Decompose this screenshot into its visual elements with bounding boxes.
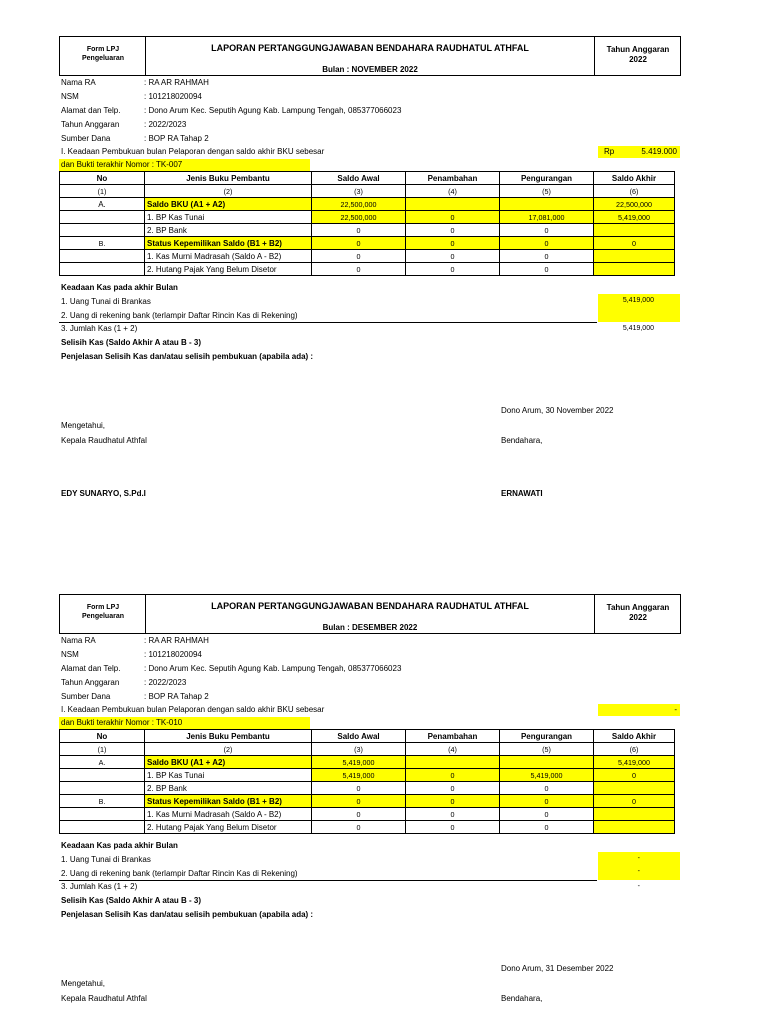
saldo-table	[59, 171, 675, 276]
cell-tambah: 0	[406, 808, 500, 821]
info-label-nsm: NSM	[61, 92, 79, 101]
cell-jenis: 2. BP Bank	[145, 224, 312, 237]
colnum: (3)	[312, 743, 406, 756]
cell-tambah: 0	[406, 782, 500, 795]
cell-kurang: 0	[500, 263, 594, 276]
cell-no	[60, 224, 145, 237]
info-label-nama: Nama RA	[61, 636, 96, 645]
colnum: (5)	[500, 185, 594, 198]
cell-akhir: 5,419,000	[594, 756, 675, 769]
info-label-sumber: Sumber Dana	[61, 692, 111, 701]
th-akhir: Saldo Akhir	[594, 172, 675, 185]
cell-kurang: 17,081,000	[500, 211, 594, 224]
cell-jenis: 2. Hutang Pajak Yang Belum Disetor	[145, 263, 312, 276]
info-value-nama: : RA AR RAHMAH	[144, 636, 209, 645]
info-label-alamat: Alamat dan Telp.	[61, 106, 121, 115]
form-label-cell	[60, 37, 146, 75]
keadaan-value: -	[674, 705, 677, 714]
form-label-cell	[60, 595, 146, 633]
tahun-cell	[594, 37, 680, 75]
table-colnum-row	[60, 743, 675, 756]
table-row	[60, 808, 675, 821]
cell-awal: 22,500,000	[312, 198, 406, 211]
report-title: LAPORAN PERTANGGUNGJAWABAN BENDAHARA RAUDHATUL ATHFAL	[211, 601, 529, 611]
mengetahui: Mengetahui,	[61, 979, 106, 988]
cell-jenis: 1. Kas Murni Madrasah (Saldo A - B2)	[145, 808, 312, 821]
cell-awal: 22,500,000	[312, 211, 406, 224]
kepala-label: Kepala Raudhatul Athfal	[61, 994, 147, 1003]
info-value-sumber: : BOP RA Tahap 2	[144, 134, 209, 143]
table-row	[60, 795, 675, 808]
info-label-tahun: Tahun Anggaran	[61, 678, 120, 687]
cell-jenis: Status Kepemilikan Saldo (B1 + B2)	[145, 237, 312, 250]
kas-value: -	[637, 883, 640, 890]
penjelasan: Penjelasan Selisih Kas dan/atau selisih pembukuan (apabila ada) :	[61, 910, 314, 919]
kas-value-box	[598, 294, 680, 322]
form-label: Form LPJ Pengeluaran	[81, 604, 124, 620]
colnum: (4)	[406, 185, 500, 198]
cell-no: A.	[60, 756, 145, 769]
cell-no	[60, 808, 145, 821]
table-row	[60, 198, 675, 211]
cell-akhir: 0	[594, 237, 675, 250]
place-date: Dono Arum, 31 Desember 2022	[501, 964, 614, 973]
table-row	[60, 263, 675, 276]
bendahara-label: Bendahara,	[501, 994, 543, 1003]
cell-no: B.	[60, 237, 145, 250]
kas-divider	[59, 880, 597, 881]
th-tambah: Penambahan	[406, 172, 500, 185]
cell-no: B.	[60, 795, 145, 808]
info-value-nsm: : 101218020094	[144, 92, 202, 101]
th-no: No	[60, 172, 145, 185]
cell-akhir: 22,500,000	[594, 198, 675, 211]
cell-awal: 0	[312, 250, 406, 263]
bendahara-name: ERNAWATI	[501, 489, 543, 498]
kas-divider	[59, 322, 597, 323]
th-jenis: Jenis Buku Pembantu	[145, 172, 312, 185]
cell-tambah: 0	[406, 821, 500, 834]
kas-value: 5,419,000	[622, 325, 654, 332]
table-colnum-row	[60, 185, 675, 198]
info-value-nama: : RA AR RAHMAH	[144, 78, 209, 87]
info-label-alamat: Alamat dan Telp.	[61, 664, 121, 673]
cell-awal: 0	[312, 782, 406, 795]
info-value-alamat: : Dono Arum Kec. Seputih Agung Kab. Lampung Tengah, 085377066023	[144, 106, 402, 115]
cell-no	[60, 211, 145, 224]
mengetahui: Mengetahui,	[61, 421, 106, 430]
cell-kurang: 0	[500, 782, 594, 795]
table-row	[60, 224, 675, 237]
keadaan-value: 5.419.000	[641, 147, 677, 156]
info-label-nama: Nama RA	[61, 78, 96, 87]
cell-jenis: 1. BP Kas Tunai	[145, 769, 312, 782]
cell-jenis: Saldo BKU (A1 + A2)	[145, 756, 312, 769]
keadaan-value-box	[598, 146, 680, 158]
cell-awal: 5,419,000	[312, 756, 406, 769]
cell-kurang	[500, 198, 594, 211]
table-header-row	[60, 730, 675, 743]
th-awal: Saldo Awal	[312, 730, 406, 743]
cell-tambah: 0	[406, 769, 500, 782]
colnum: (5)	[500, 743, 594, 756]
th-kurang: Pengurangan	[500, 730, 594, 743]
kas-value: 5,419,000	[622, 297, 654, 304]
keadaan-text: I. Keadaan Pembukuan bulan Pelaporan dengan saldo akhir BKU sebesar	[61, 147, 325, 156]
cell-akhir: 0	[594, 769, 675, 782]
info-value-alamat: : Dono Arum Kec. Seputih Agung Kab. Lampung Tengah, 085377066023	[144, 664, 402, 673]
cell-no: A.	[60, 198, 145, 211]
table-row	[60, 782, 675, 795]
cell-awal: 5,419,000	[312, 769, 406, 782]
colnum: (2)	[145, 743, 312, 756]
cell-tambah	[406, 198, 500, 211]
table-row	[60, 211, 675, 224]
place-date: Dono Arum, 30 November 2022	[501, 406, 614, 415]
keadaan-text: I. Keadaan Pembukuan bulan Pelaporan dengan saldo akhir BKU sebesar	[61, 705, 325, 714]
info-label-nsm: NSM	[61, 650, 79, 659]
cell-no	[60, 769, 145, 782]
cell-jenis: 2. Hutang Pajak Yang Belum Disetor	[145, 821, 312, 834]
colnum: (4)	[406, 743, 500, 756]
th-akhir: Saldo Akhir	[594, 730, 675, 743]
kas-title: Keadaan Kas pada akhir Bulan	[61, 283, 178, 292]
cell-awal: 0	[312, 795, 406, 808]
kas-value-box	[598, 852, 680, 880]
cell-tambah: 0	[406, 224, 500, 237]
tahun-label: Tahun Anggaran 2022	[606, 45, 670, 64]
kas-item-label: 2. Uang di rekening bank (terlampir Daftar Rincin Kas di Rekening)	[61, 311, 298, 320]
cell-akhir	[594, 821, 675, 834]
cell-kurang: 0	[500, 237, 594, 250]
cell-jenis: Saldo BKU (A1 + A2)	[145, 198, 312, 211]
cell-tambah	[406, 756, 500, 769]
bukti-line: dan Bukti terakhir Nomor : TK-010	[59, 717, 310, 729]
colnum: (6)	[594, 743, 675, 756]
cell-kurang: 0	[500, 224, 594, 237]
th-no: No	[60, 730, 145, 743]
cell-no	[60, 250, 145, 263]
colnum: (2)	[145, 185, 312, 198]
cell-tambah: 0	[406, 250, 500, 263]
info-value-tahun: : 2022/2023	[144, 678, 187, 687]
saldo-table	[59, 729, 675, 834]
cell-jenis: 2. BP Bank	[145, 782, 312, 795]
info-value-tahun: : 2022/2023	[144, 120, 187, 129]
th-kurang: Pengurangan	[500, 172, 594, 185]
cell-akhir: 5,419,000	[594, 211, 675, 224]
selisih: Selisih Kas (Saldo Akhir A atau B - 3)	[61, 338, 202, 347]
report-header	[59, 594, 681, 634]
cell-jenis: 1. Kas Murni Madrasah (Saldo A - B2)	[145, 250, 312, 263]
th-tambah: Penambahan	[406, 730, 500, 743]
cell-akhir	[594, 250, 675, 263]
cell-akhir: 0	[594, 795, 675, 808]
cell-akhir	[594, 263, 675, 276]
colnum: (1)	[60, 743, 145, 756]
cell-awal: 0	[312, 237, 406, 250]
info-label-sumber: Sumber Dana	[61, 134, 111, 143]
kas-value: -	[637, 868, 640, 875]
cell-kurang: 0	[500, 250, 594, 263]
report-title: LAPORAN PERTANGGUNGJAWABAN BENDAHARA RAUDHATUL ATHFAL	[211, 43, 529, 53]
keadaan-value-box	[598, 704, 680, 716]
kas-value: -	[637, 855, 640, 862]
colnum: (6)	[594, 185, 675, 198]
cell-akhir	[594, 224, 675, 237]
th-jenis: Jenis Buku Pembantu	[145, 730, 312, 743]
penjelasan: Penjelasan Selisih Kas dan/atau selisih pembukuan (apabila ada) :	[61, 352, 314, 361]
cell-no	[60, 263, 145, 276]
report-month: Bulan : DESEMBER 2022	[322, 623, 418, 632]
cell-awal: 0	[312, 808, 406, 821]
table-row	[60, 821, 675, 834]
info-value-nsm: : 101218020094	[144, 650, 202, 659]
colnum: (1)	[60, 185, 145, 198]
selisih: Selisih Kas (Saldo Akhir A atau B - 3)	[61, 896, 202, 905]
kepala-label: Kepala Raudhatul Athfal	[61, 436, 147, 445]
cell-tambah: 0	[406, 263, 500, 276]
cell-kurang: 0	[500, 821, 594, 834]
cell-no	[60, 782, 145, 795]
cell-jenis: 1. BP Kas Tunai	[145, 211, 312, 224]
table-row	[60, 250, 675, 263]
bendahara-label: Bendahara,	[501, 436, 543, 445]
cell-kurang: 0	[500, 795, 594, 808]
kepala-name: EDY SUNARYO, S.Pd.I	[61, 489, 146, 498]
cell-awal: 0	[312, 224, 406, 237]
th-awal: Saldo Awal	[312, 172, 406, 185]
cell-awal: 0	[312, 263, 406, 276]
report-header	[59, 36, 681, 76]
tahun-cell	[594, 595, 680, 633]
cell-tambah: 0	[406, 211, 500, 224]
report-month: Bulan : NOVEMBER 2022	[322, 65, 418, 74]
info-value-sumber: : BOP RA Tahap 2	[144, 692, 209, 701]
cell-jenis: Status Kepemilikan Saldo (B1 + B2)	[145, 795, 312, 808]
table-row	[60, 756, 675, 769]
table-header-row	[60, 172, 675, 185]
keadaan-rp: Rp	[604, 147, 615, 156]
kas-title: Keadaan Kas pada akhir Bulan	[61, 841, 178, 850]
cell-tambah: 0	[406, 237, 500, 250]
tahun-label: Tahun Anggaran 2022	[606, 603, 670, 622]
kas-item-label: 1. Uang Tunai di Brankas	[61, 855, 151, 864]
cell-tambah: 0	[406, 795, 500, 808]
cell-akhir	[594, 782, 675, 795]
report-desember	[0, 558, 768, 1028]
kas-item-label: 3. Jumlah Kas (1 + 2)	[61, 882, 138, 891]
form-label: Form LPJ Pengeluaran	[81, 46, 124, 62]
bukti-line: dan Bukti terakhir Nomor : TK-007	[59, 159, 310, 171]
cell-no	[60, 821, 145, 834]
table-row	[60, 769, 675, 782]
kas-item-label: 1. Uang Tunai di Brankas	[61, 297, 151, 306]
colnum: (3)	[312, 185, 406, 198]
report-november	[0, 0, 768, 498]
cell-kurang	[500, 756, 594, 769]
kas-item-label: 2. Uang di rekening bank (terlampir Daftar Rincin Kas di Rekening)	[61, 869, 298, 878]
kas-item-label: 3. Jumlah Kas (1 + 2)	[61, 324, 138, 333]
cell-kurang: 5,419,000	[500, 769, 594, 782]
cell-awal: 0	[312, 821, 406, 834]
cell-akhir	[594, 808, 675, 821]
cell-kurang: 0	[500, 808, 594, 821]
info-label-tahun: Tahun Anggaran	[61, 120, 120, 129]
table-row	[60, 237, 675, 250]
